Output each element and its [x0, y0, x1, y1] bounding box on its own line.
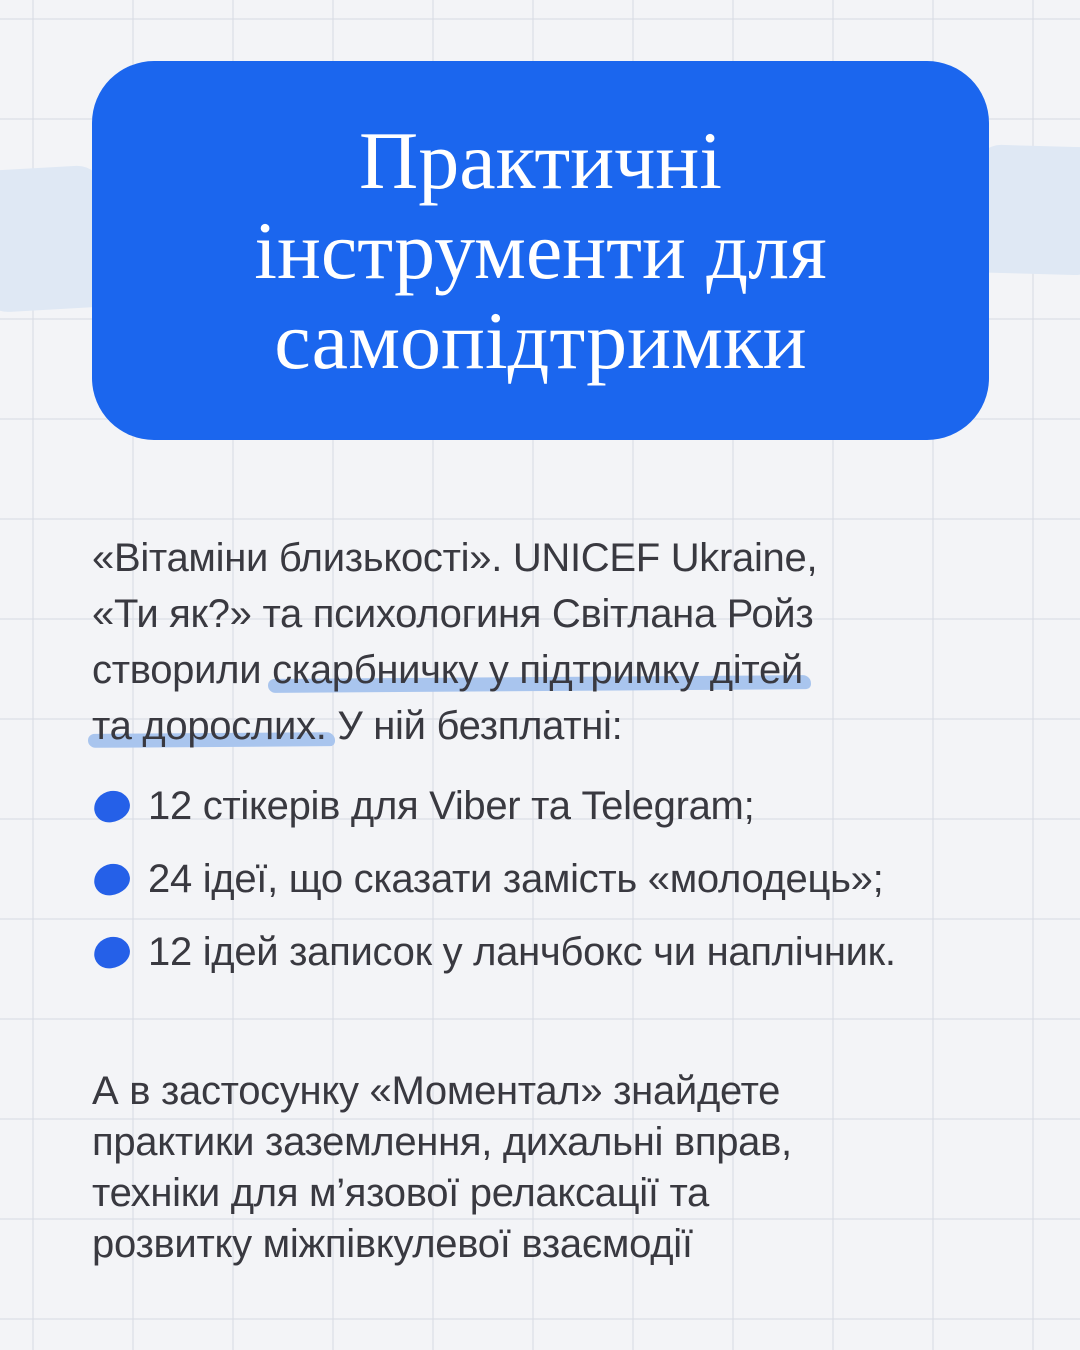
bullet-list	[92, 780, 1032, 999]
page-title	[254, 116, 826, 386]
outro-paragraph	[92, 1066, 992, 1270]
text-segment: створили	[92, 648, 273, 692]
text-line	[92, 698, 992, 754]
text-segment: розвитку міжпівкулевої взаємодії	[92, 1222, 693, 1266]
list-item	[92, 853, 1032, 905]
text-line	[92, 530, 992, 586]
text-segment: У ній безплатні:	[326, 704, 623, 748]
underlined-text: скарбничку у підтримку дітей	[272, 648, 803, 692]
text-line	[92, 642, 992, 698]
text-line	[92, 1168, 992, 1219]
bullet-dot-icon	[92, 789, 132, 825]
title-line-1: Практичні	[358, 114, 722, 206]
text-segment: А в застосунку «Моментал» знайдете	[92, 1069, 781, 1113]
list-item-text: 12 стікерів для Viber та Telegram;	[148, 784, 755, 828]
text-segment: практики заземлення, дихальні вправ,	[92, 1120, 792, 1164]
list-item	[92, 780, 1032, 832]
bullet-dot-icon	[92, 862, 132, 898]
underlined-text: та дорослих.	[92, 704, 327, 748]
text-line	[92, 1066, 992, 1117]
bullet-dot-icon	[92, 935, 132, 971]
hero-card	[92, 61, 989, 440]
list-item	[92, 926, 1032, 978]
list-item-text: 12 ідей записок у ланчбокс чи наплічник.	[148, 930, 896, 974]
text-line	[92, 1117, 992, 1168]
text-line	[92, 586, 992, 642]
text-segment: техніки для м’язової релаксації та	[92, 1171, 709, 1215]
title-line-2: інструменти для	[254, 204, 827, 296]
list-item-text: 24 ідеї, що сказати замість «молодець»;	[148, 857, 884, 901]
text-segment: «Вітаміни близькості». UNICEF Ukraine,	[92, 536, 818, 580]
text-segment: «Ти як?» та психологиня Світлана Ройз	[92, 592, 814, 636]
text-line	[92, 1219, 992, 1270]
intro-paragraph	[92, 530, 992, 754]
title-line-3: самопідтримки	[274, 294, 807, 386]
